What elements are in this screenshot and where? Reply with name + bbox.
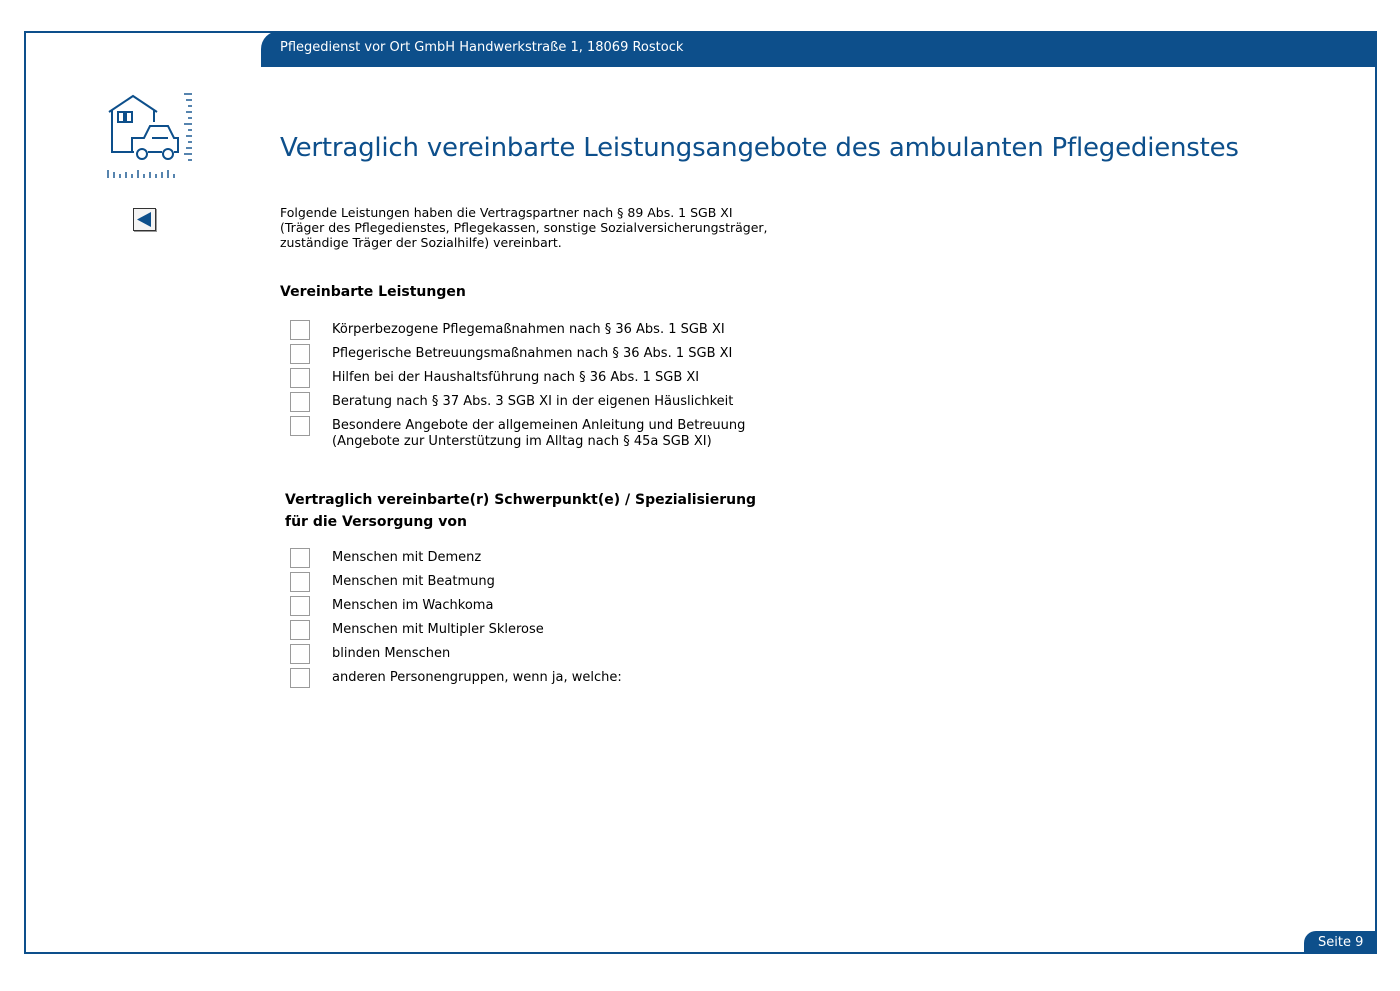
checkbox[interactable] (290, 368, 310, 388)
checkbox-label: Menschen im Wachkoma (332, 598, 494, 613)
intro-text (280, 205, 768, 250)
checkbox-label: anderen Personengruppen, wenn ja, welche: (332, 670, 622, 685)
checkbox-label: Menschen mit Multipler Sklerose (332, 622, 544, 637)
checkbox[interactable] (290, 392, 310, 412)
house-car-ruler-icon (104, 90, 196, 186)
checkbox-label-line: (Angebote zur Unterstützung im Alltag nach § 45a SGB XI) (332, 434, 712, 449)
checkbox-label: Menschen mit Beatmung (332, 574, 495, 589)
checkbox[interactable] (290, 596, 310, 616)
intro-line: (Träger des Pflegedienstes, Pflegekassen, sonstige Sozialversicherungsträger, (280, 220, 768, 235)
checkbox-label-line: Besondere Angebote der allgemeinen Anleitung und Betreuung (332, 418, 746, 433)
checkbox-label: Hilfen bei der Haushaltsführung nach § 36 Abs. 1 SGB XI (332, 370, 700, 385)
heading-line: für die Versorgung von (285, 514, 467, 530)
page-number: Seite 9 (1318, 935, 1364, 950)
checkbox[interactable] (290, 344, 310, 364)
checkbox[interactable] (290, 320, 310, 340)
checkbox[interactable] (290, 620, 310, 640)
checkbox[interactable] (290, 668, 310, 688)
checkbox-label: Beratung nach § 37 Abs. 3 SGB XI in der eigenen Häuslichkeit (332, 394, 734, 409)
header-address: Pflegedienst vor Ort GmbH Handwerkstraße 1, 18069 Rostock (280, 40, 684, 55)
section-heading-vereinbarte-leistungen: Vereinbarte Leistungen (280, 284, 466, 300)
heading-line: Vertraglich vereinbarte(r) Schwerpunkt(e) / Spezialisierung (285, 492, 757, 508)
page-title: Vertraglich vereinbarte Leistungsangebote des ambulanten Pflegedienstes (280, 133, 1239, 163)
checkbox[interactable] (290, 572, 310, 592)
checkbox-label: Menschen mit Demenz (332, 550, 482, 565)
checkbox-label: blinden Menschen (332, 646, 451, 661)
intro-line: zuständige Träger der Sozialhilfe) vereinbart. (280, 235, 562, 250)
checkbox-label (332, 418, 745, 450)
back-arrow-icon (136, 211, 153, 228)
checkbox-label: Pflegerische Betreuungsmaßnahmen nach § 36 Abs. 1 SGB XI (332, 346, 733, 361)
checkbox-label: Körperbezogene Pflegemaßnahmen nach § 36 Abs. 1 SGB XI (332, 322, 725, 337)
checkbox[interactable] (290, 644, 310, 664)
back-button[interactable] (133, 208, 156, 231)
checkbox[interactable] (290, 416, 310, 436)
intro-line: Folgende Leistungen haben die Vertragspartner nach § 89 Abs. 1 SGB XI (280, 205, 733, 220)
section-heading-schwerpunkte (285, 492, 756, 530)
checkbox[interactable] (290, 548, 310, 568)
